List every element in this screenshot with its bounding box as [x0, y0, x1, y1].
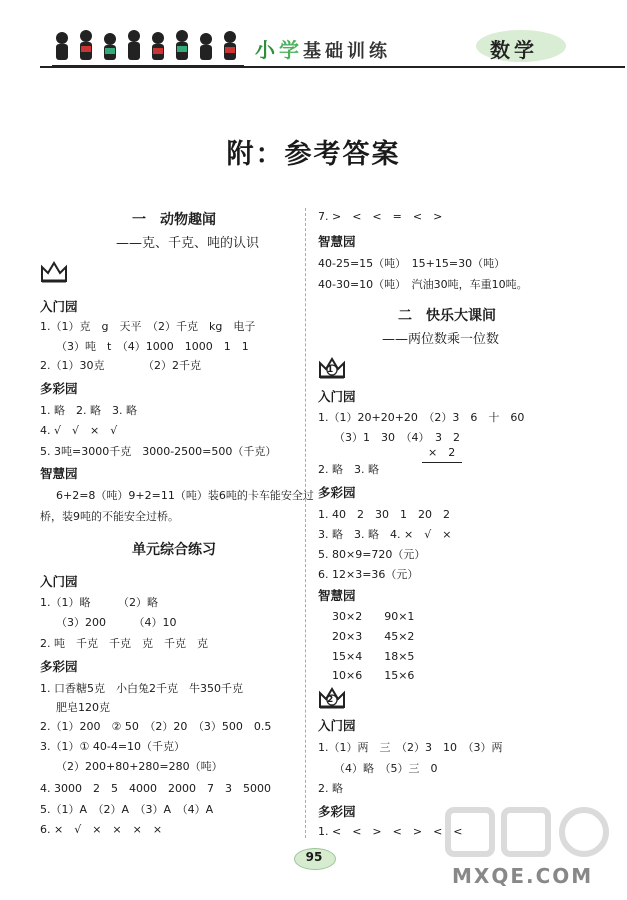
answer-line: （2）200+80+280=280（吨）	[56, 760, 223, 773]
answer-line: 3. 略 3. 略 4. × √ ×	[318, 528, 452, 541]
answer-line: 桥，装9吨的不能安全过桥。	[40, 510, 179, 523]
answer-line: 2. 吨 千克 千克 克 千克 克	[40, 637, 208, 650]
section-heading: 多彩园	[318, 804, 356, 819]
page-header	[0, 0, 627, 80]
unit-title: 一 动物趣闻	[132, 212, 216, 228]
answer-line: （3）吨 t （4）1000 1000 1 1	[56, 340, 249, 353]
answer-line: 20×3 45×2	[332, 630, 415, 643]
children-illustration-icon	[48, 26, 248, 70]
subject-label: 数学	[490, 38, 538, 62]
header-rule	[40, 66, 625, 68]
answer-line: 1.（1）略 （2）略	[40, 596, 158, 609]
review-title: 单元综合练习	[132, 542, 216, 558]
page-number: 95	[305, 850, 323, 864]
multiplication-line: × 2	[428, 446, 456, 459]
watermark-text: MXQE.COM	[452, 864, 594, 888]
answer-line: （4）略 （5）三 0	[334, 762, 438, 775]
answer-line: 15×4 18×5	[332, 650, 415, 663]
answer-line: 5.（1）A （2）A （3）A （4）A	[40, 803, 214, 816]
series-title: 小学基础训练	[255, 38, 391, 62]
unit-subtitle: ——两位数乘一位数	[382, 332, 500, 347]
answer-line: 40-25=15（吨） 15+15=30（吨）	[318, 257, 506, 270]
unit-title: 二 快乐大课间	[398, 308, 496, 324]
answer-line: 1.（1）克 g 天平 （2）千克 kg 电子	[40, 320, 256, 333]
answer-line: 1.（1）两 三 （2）3 10 （3）两	[318, 741, 503, 754]
answer-line: 肥皂120克	[56, 701, 110, 714]
answer-line: 7. > < < = < >	[318, 210, 443, 223]
answer-line: 4. √ √ × √	[40, 424, 118, 437]
answer-line: 1. 40 2 30 1 20 2	[318, 508, 450, 521]
answer-line: 5. 80×9=720（元）	[318, 548, 426, 561]
answer-line: 10×6 15×6	[332, 669, 415, 682]
section-heading: 多彩园	[40, 659, 78, 674]
answer-line: 30×2 90×1	[332, 610, 415, 623]
answer-line: 1. < < > < > < <	[318, 825, 463, 838]
answer-line: 4. 3000 2 5 4000 2000 7 3 5000	[40, 782, 271, 795]
unit-subtitle: ——克、千克、吨的认识	[116, 236, 260, 251]
answer-line: 6. 12×3=36（元）	[318, 568, 419, 581]
section-heading: 入门园	[318, 718, 356, 733]
section-heading: 入门园	[40, 574, 78, 589]
vertical-calc-rule	[422, 462, 462, 463]
page-title: 附：参考答案	[226, 139, 401, 170]
section-heading: 智慧园	[40, 466, 78, 481]
answer-line: 2. 略 3. 略	[318, 463, 379, 476]
answer-line: 2.（1）30克 （2）2千克	[40, 359, 201, 372]
crown-number: 1	[327, 365, 334, 375]
section-heading: 入门园	[318, 389, 356, 404]
section-heading: 智慧园	[318, 234, 356, 249]
section-heading: 入门园	[40, 299, 78, 314]
answer-line: 40-30=10（吨） 汽油30吨，车重10吨。	[318, 278, 528, 291]
answer-line: 2. 略	[318, 782, 343, 795]
crown-icon	[40, 259, 68, 285]
section-heading: 多彩园	[318, 485, 356, 500]
answer-line: 1. 略 2. 略 3. 略	[40, 404, 137, 417]
answer-line: 1.（1）20+20+20 （2）3 6 十 60	[318, 411, 525, 424]
answer-line: 6+2=8（吨）9+2=11（吨）装6吨的卡车能安全过	[56, 489, 314, 502]
crown-number: 2	[327, 695, 334, 705]
section-heading: 多彩园	[40, 381, 78, 396]
answer-line: （3）200 （4）10	[56, 616, 177, 629]
answer-line: 6. × √ × × × ×	[40, 823, 163, 836]
answer-line: 3.（1）① 40-4=10（千克）	[40, 740, 186, 753]
answer-line: （3）1 30 （4） 3 2	[334, 431, 460, 444]
column-divider	[305, 208, 306, 838]
answer-line: 5. 3吨=3000千克 3000-2500=500（千克）	[40, 445, 277, 458]
answer-line: 1. 口香糖5克 小白兔2千克 牛350千克	[40, 682, 243, 695]
answer-line: 2.（1）200 ② 50 （2）20 （3）500 0.5	[40, 720, 272, 733]
section-heading: 智慧园	[318, 588, 356, 603]
